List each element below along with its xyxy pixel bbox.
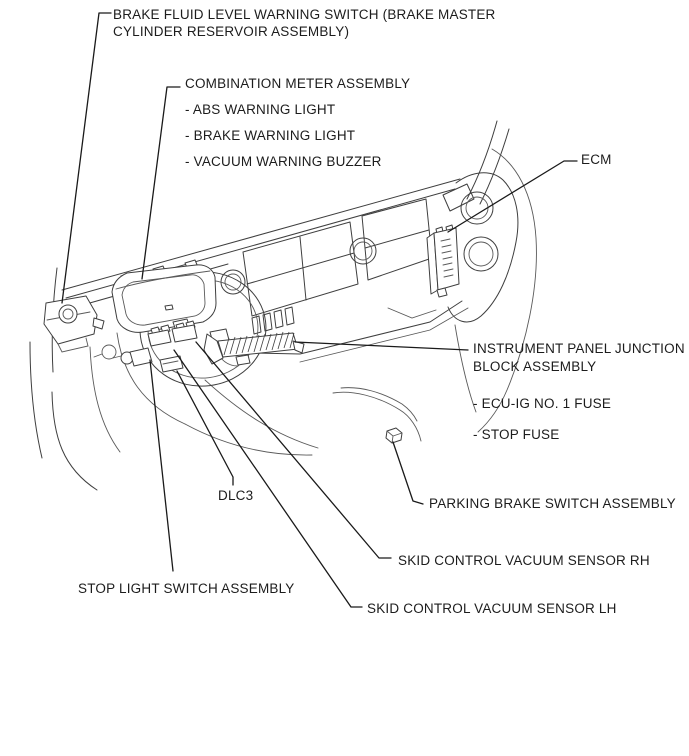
console-top-curve — [185, 424, 312, 455]
leader-brake-fluid-switch — [62, 13, 111, 303]
label-parking-brake-switch: PARKING BRAKE SWITCH ASSEMBLY — [429, 496, 676, 511]
console-side-curve — [205, 380, 318, 448]
label-ecu-ig-fuse: - ECU-IG NO. 1 FUSE — [473, 396, 612, 411]
leader-combination-meter — [142, 87, 180, 279]
junction-block-foot — [236, 355, 250, 365]
right-pillar-base-panel — [443, 184, 474, 211]
dash-step-chevron — [388, 308, 436, 318]
right-seat-outline — [478, 149, 536, 432]
label-dlc3: DLC3 — [218, 488, 254, 503]
knee-bolster-curve — [90, 347, 120, 452]
right-pillar-line-1 — [467, 121, 497, 199]
knob-stem — [94, 354, 102, 357]
right-speaker-inner — [469, 242, 493, 266]
dash-top-back-edge — [62, 179, 460, 290]
label-skid-sensor-rh: SKID CONTROL VACUUM SENSOR RH — [398, 553, 650, 568]
label-ecm: ECM — [581, 152, 612, 167]
label-brake-fluid-switch-line1: BRAKE FLUID LEVEL WARNING SWITCH (BRAKE MASTER — [113, 7, 496, 22]
ecm-front-face — [434, 228, 459, 290]
left-seat-curve — [52, 392, 97, 490]
lever-outer-curve — [333, 392, 421, 441]
label-junction-block-line2: BLOCK ASSEMBLY — [473, 359, 597, 374]
brake-reservoir-drawing — [44, 296, 104, 352]
stop-light-switch-drawing — [130, 348, 152, 366]
parking-brake-lever-drawing — [333, 388, 421, 443]
leader-parking-brake-switch — [393, 442, 423, 504]
label-brake-fluid-switch-line2: CYLINDER RESERVOIR ASSEMBLY) — [113, 24, 350, 39]
ecm-foot — [437, 288, 447, 297]
combination-meter-drawing — [112, 260, 216, 332]
leader-skid-sensor-rh — [196, 342, 391, 558]
label-skid-sensor-lh: SKID CONTROL VACUUM SENSOR LH — [367, 601, 617, 616]
louver-3 — [274, 310, 283, 328]
label-stop-light-switch: STOP LIGHT SWITCH ASSEMBLY — [78, 581, 295, 596]
louver-4 — [285, 307, 294, 325]
dashboard-body-drawing — [30, 121, 536, 490]
leader-stop-light-switch — [150, 360, 173, 571]
ecm-module-drawing — [427, 225, 459, 297]
right-vent-inner — [466, 197, 488, 219]
label-stop-fuse: - STOP FUSE — [473, 427, 560, 442]
skid-sensor-lh-drawing — [148, 330, 171, 346]
knob-drawing — [102, 345, 116, 359]
label-combination-meter: COMBINATION METER ASSEMBLY — [185, 76, 411, 91]
leader-dlc3 — [177, 371, 233, 485]
center-stack-divider-h — [247, 253, 354, 284]
left-body-line — [30, 342, 42, 458]
right-pillar-line-2 — [480, 129, 509, 204]
dash-bottom-rail-echo — [300, 308, 468, 362]
meter-housing — [112, 265, 216, 333]
label-vacuum-warning-buzzer: - VACUUM WARNING BUZZER — [185, 154, 382, 169]
louver-1 — [252, 316, 261, 334]
label-abs-warning-light: - ABS WARNING LIGHT — [185, 102, 336, 117]
reservoir-cap-outer — [59, 305, 77, 323]
label-brake-warning-light: - BRAKE WARNING LIGHT — [185, 128, 356, 143]
label-junction-block-line1: INSTRUMENT PANEL JUNCTION — [473, 341, 685, 356]
leader-skid-sensor-lh — [174, 350, 362, 607]
center-vent-inner — [354, 242, 372, 260]
